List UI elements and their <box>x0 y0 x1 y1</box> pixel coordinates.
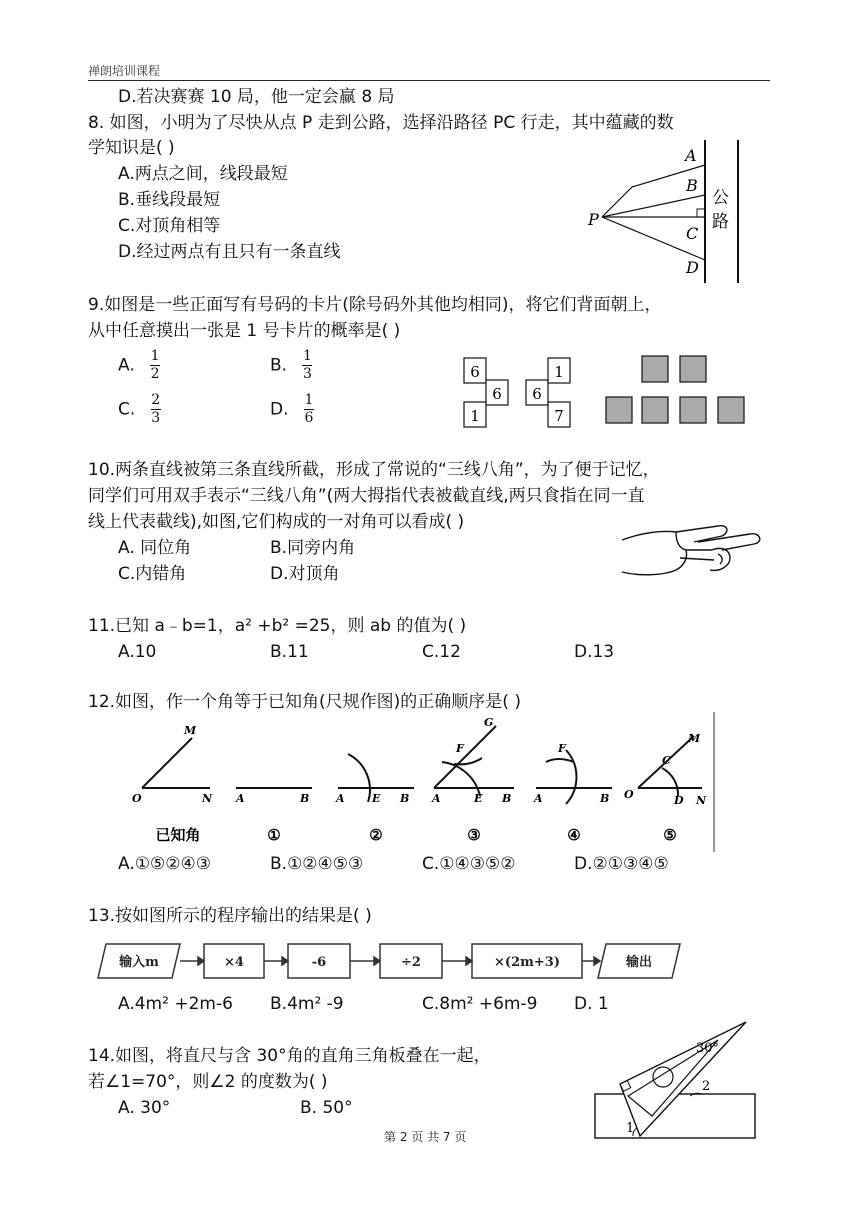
card-1: 6 <box>470 363 480 381</box>
card-backs <box>606 356 744 423</box>
flow-input: 输入m <box>119 955 159 970</box>
caption-5: ⑤ <box>663 826 677 844</box>
caption-2: ② <box>369 826 383 844</box>
q14-option-b: B. 50° <box>300 1098 353 1118</box>
q8-figure <box>580 135 760 290</box>
svg-text:B: B <box>300 792 310 805</box>
card-3: 1 <box>470 407 480 425</box>
q9-fraction-c: $\frac{2}{3}$ <box>151 392 161 426</box>
q8-road-label-2: 路 <box>712 212 729 232</box>
q10-stem-line3: 线上代表截线),如图,它们构成的一对角可以看成( ) <box>88 512 465 532</box>
q12-option-b: B.①②④⑤③ <box>270 854 364 874</box>
svg-text:C: C <box>662 754 671 767</box>
caption-3: ③ <box>467 826 481 844</box>
q13-stem: 13.按如图所示的程序输出的结果是( ) <box>88 906 372 926</box>
svg-text:A: A <box>432 792 441 805</box>
course-header: 禅朗培训课程 <box>88 64 161 78</box>
svg-text:D: D <box>674 794 684 807</box>
q10-option-a: A. 同位角 <box>118 538 192 558</box>
q14-figure <box>590 1018 760 1140</box>
q9-stem-line2: 从中任意摸出一张是 1 号卡片的概率是( ) <box>88 321 401 341</box>
svg-text:E: E <box>372 792 381 805</box>
svg-text:A: A <box>336 792 345 805</box>
q7-option-d: D.若决赛赛 10 局，他一定会赢 8 局 <box>118 87 395 107</box>
q8-point-d: D <box>686 258 699 277</box>
caption-known-angle: 已知角 <box>155 826 201 844</box>
q11-option-b: B.11 <box>270 642 309 662</box>
card-2: 6 <box>492 385 502 403</box>
card-4: 6 <box>532 385 542 403</box>
caption-4: ④ <box>567 826 581 844</box>
q9-fraction-b: $\frac{1}{3}$ <box>303 348 312 382</box>
q9-cards-figure <box>460 352 760 432</box>
q9-option-a: A. $\frac{1}{2}$ <box>118 348 160 382</box>
svg-text:E: E <box>474 792 483 805</box>
q13-option-c: C.8m² +6m-9 <box>422 994 538 1014</box>
svg-text:B: B <box>600 792 610 805</box>
q12-construction-figure <box>118 712 718 852</box>
flow-minus-6: -6 <box>311 955 327 970</box>
q12-option-c: C.①④③⑤② <box>422 854 516 874</box>
flow-output: 输出 <box>625 955 653 970</box>
q12-option-d: D.②①③④⑤ <box>574 854 669 874</box>
q8-stem-line2: 学知识是( ) <box>88 138 175 158</box>
svg-text:O: O <box>132 792 142 805</box>
page-footer: 第 2 页 共 7 页 <box>384 1130 467 1144</box>
q8-point-p: P <box>588 210 599 229</box>
card-5: 1 <box>554 363 564 381</box>
q12-option-a: A.①⑤②④③ <box>118 854 211 874</box>
flow-divide-2: ÷2 <box>401 955 421 970</box>
q11-option-d: D.13 <box>574 642 615 662</box>
q8-stem-line1: 8. 如图，小明为了尽快从点 P 走到公路，选择沿路径 PC 行走，其中蕴藏的数 <box>88 113 674 133</box>
q13-option-d: D. 1 <box>574 994 609 1014</box>
card-6: 7 <box>554 407 564 425</box>
q10-option-d: D.对顶角 <box>270 564 340 584</box>
q10-stem-line1: 10.两条直线被第三条直线所截，形成了常说的“三线八角”，为了便于记忆， <box>88 460 660 480</box>
svg-text:A: A <box>534 792 543 805</box>
q10-option-c: C.内错角 <box>118 564 187 584</box>
q13-flowchart <box>92 938 692 986</box>
header-rule <box>88 80 770 81</box>
q8-option-c: C.对顶角相等 <box>118 216 221 236</box>
q12-stem: 12.如图，作一个角等于已知角(尺规作图)的正确顺序是( ) <box>88 692 521 712</box>
q8-option-a: A.两点之间，线段最短 <box>118 164 288 184</box>
svg-text:G: G <box>484 716 494 729</box>
q9-stem-line1: 9.如图是一些正面写有号码的卡片(除号码外其他均相同)，将它们背面朝上， <box>88 295 662 315</box>
q11-option-c: C.12 <box>422 642 461 662</box>
svg-text:M: M <box>184 724 197 737</box>
q8-point-b: B <box>686 176 698 195</box>
svg-text:N: N <box>202 792 213 805</box>
caption-1: ① <box>267 826 281 844</box>
q14-angle-label: 30° <box>696 1041 720 1056</box>
svg-text:N: N <box>696 794 707 807</box>
q13-option-b: B.4m² -9 <box>270 994 344 1014</box>
q9-option-d: D. $\frac{1}{6}$ <box>270 392 314 426</box>
flow-times-4: ×4 <box>224 955 244 970</box>
q9-fraction-a: $\frac{1}{2}$ <box>150 348 160 382</box>
svg-text:F: F <box>558 742 566 755</box>
q8-point-a: A <box>685 146 697 165</box>
q14-stem-line1: 14.如图，将直尺与含 30°角的直角三角板叠在一起， <box>88 1046 491 1066</box>
flow-times-2m3: ×(2m+3) <box>494 955 560 970</box>
svg-text:M: M <box>688 732 701 745</box>
q10-hands-figure <box>618 510 768 582</box>
q9-option-b: B. $\frac{1}{3}$ <box>270 348 312 382</box>
q11-option-a: A.10 <box>118 642 157 662</box>
q8-option-b: B.垂线段最短 <box>118 190 221 210</box>
q13-option-a: A.4m² +2m-6 <box>118 994 233 1014</box>
svg-text:A: A <box>236 792 245 805</box>
q8-point-c: C <box>686 224 699 243</box>
q9-option-c: C. $\frac{2}{3}$ <box>118 392 161 426</box>
q14-option-a: A. 30° <box>118 1098 171 1118</box>
svg-text:O: O <box>624 788 634 801</box>
q14-label-1: 1 <box>626 1121 635 1136</box>
q14-label-2: 2 <box>702 1079 711 1094</box>
q10-stem-line2: 同学们可用双手表示“三线八角”(两大拇指代表被截直线,两只食指在同一直 <box>88 486 645 506</box>
q9-fraction-d: $\frac{1}{6}$ <box>304 392 314 426</box>
svg-text:B: B <box>400 792 410 805</box>
q8-option-d: D.经过两点有且只有一条直线 <box>118 242 341 262</box>
svg-text:F: F <box>456 742 464 755</box>
q10-option-b: B.同旁内角 <box>270 538 356 558</box>
svg-text:B: B <box>502 792 512 805</box>
q14-stem-line2: 若∠1=70°，则∠2 的度数为( ) <box>88 1072 328 1092</box>
q11-stem: 11.已知 a﹣b=1，a² +b² =25，则 ab 的值为( ) <box>88 616 467 636</box>
q8-road-label-1: 公 <box>712 188 729 208</box>
